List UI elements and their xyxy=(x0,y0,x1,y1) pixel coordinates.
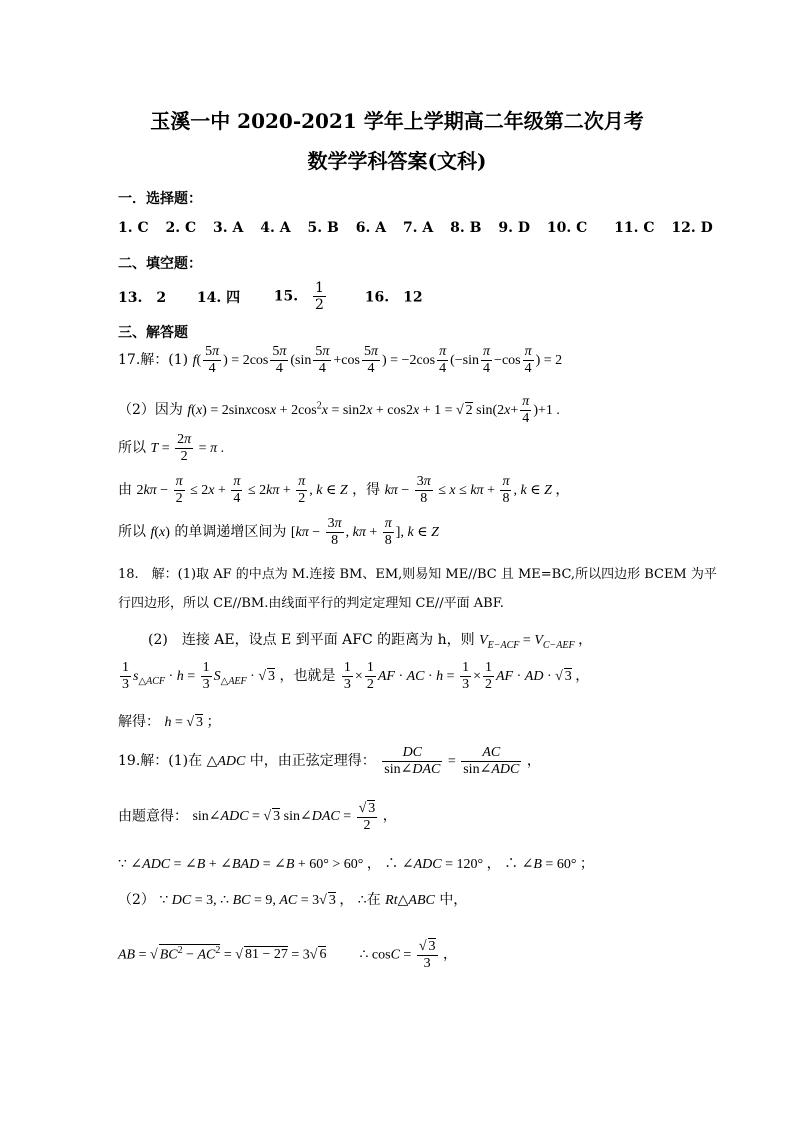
p18-line4 xyxy=(118,660,589,693)
exam-title: 玉溪一中 2020-2021 学年上学期高二年级第二次月考 xyxy=(150,109,644,133)
p19-formula-2: sin∠ADC = √ 3 sin∠DAC = $\frac{√ 3}{2}$ ， xyxy=(192,801,397,834)
p19-in: ∴在 xyxy=(357,892,381,908)
choice-answer: 10. C xyxy=(546,220,588,236)
fraction-denominator: 2 xyxy=(314,297,324,314)
section-fill-heading: 二、填空题： xyxy=(118,256,202,272)
choice-answer: 5. B xyxy=(307,220,339,236)
p19-triangle-abc: Rt△ABC xyxy=(385,893,435,908)
p17-formula-4b: kπ − $\frac{3\pi}{8}$ ≤ x ≤ kπ + $\frac{\pi}{8}$ , k ∈ Z ， xyxy=(384,474,570,507)
p19-formula-1: $\frac{DC}{\text{sin∠DAC}}$ = $\frac{AC}{\text{sin∠ADC}}$ ， xyxy=(384,745,541,778)
p18-that-is: ，也就是 xyxy=(279,667,336,684)
p18-line1: 18. 解：(1)取 AF 的中点为 M.连接 BM、EM,则易知 ME//BC 且 ME=BC,所以四边形 BCEM 为平 xyxy=(118,567,717,582)
p19-line4 xyxy=(118,889,467,909)
p17-so: 所以 xyxy=(118,523,146,540)
p19-line1 xyxy=(118,745,541,778)
p19-sine-law-text: 中，由正弦定理得： xyxy=(249,752,376,769)
p17-from: 由 xyxy=(118,481,132,498)
p17-line3 xyxy=(118,432,224,465)
p18-line5 xyxy=(118,711,221,731)
choice-answer: 11. C xyxy=(614,220,655,236)
p17-line2 xyxy=(118,394,560,427)
fill-answer-15-label: 15. xyxy=(273,288,299,305)
p19-line3: ∵ ∠ADC = ∠B + ∠BAD = ∠B + 60° > 60° ， ∴ ∠ADC = 120° ， ∴ ∠B = 60° ； xyxy=(118,857,594,872)
p19-part2-label: （2） xyxy=(118,892,155,908)
p19-formula-4: ∵ DC = 3, ∴ BC = 9, AC = 3√ 3 ， xyxy=(159,893,354,908)
choice-answer: 8. B xyxy=(450,220,482,236)
p17-get: ，得 xyxy=(352,481,381,498)
p19-label: 19.解：(1)在 xyxy=(118,752,203,769)
choice-answer: 9. D xyxy=(498,220,531,236)
p17-formula-4a: 2kπ − $\frac{\pi}{2}$ ≤ 2x + $\frac{\pi}{4}$ ≤ 2kπ + $\frac{\pi}{2}$ , k ∈ Z xyxy=(136,474,348,507)
p19-triangle-adc: △ADC xyxy=(206,753,246,769)
fill-answer-16: 16. 12 xyxy=(364,289,423,306)
p17-formula-3: T = $\frac{2\pi}{2}$ = π . xyxy=(150,432,225,465)
choice-answers-row xyxy=(118,220,725,236)
p17-formula-2: f(x) = 2sinxcosx + $2\cos^2x = \sin 2x + \cos 2x + 1$ = √ 2 sin(2x+ $\frac{\pi}{4}$ )+1 . xyxy=(187,394,560,427)
choice-answer: 7. A xyxy=(402,220,434,236)
p18-formula-volume: $V_{E-ACF} = V_{C-AEF}$ ， xyxy=(479,633,593,651)
answer-subtitle: 数学学科答案(文科) xyxy=(307,149,487,173)
p17-part2-label: （2）因为 xyxy=(118,401,183,418)
p17-line5 xyxy=(118,516,439,549)
p19-line2 xyxy=(118,800,397,834)
p17-label: 17.解：(1) xyxy=(118,351,189,368)
fill-answer-13: 13. 2 xyxy=(118,289,167,306)
section-solution-heading: 三、解答题 xyxy=(118,325,188,341)
p17-formula-1: f( $\frac{5\pi}{4}$ ) = 2cos $\frac{5\pi}{4}$ (sin $\frac{5\pi}{4}$ +cos $\frac{5\pi}{4}$ ) = −2cos $\frac{\pi}{4}$ (−sin $\frac{\pi}{4}$ −cos $\frac{\pi}{4}$ ) = 2 xyxy=(192,344,563,377)
p19-given: 由题意得： xyxy=(118,808,188,825)
p17-formula-5: [kπ − $\frac{3\pi}{8}$ , kπ + $\frac{\pi}{8}$ ], k ∈ Z xyxy=(290,516,439,549)
p18-line3 xyxy=(148,629,592,651)
choice-answer: 3. A xyxy=(213,220,244,236)
p19-line5: AB = √ $BC^2 - AC^2$ = √ 81 − 27 = 3√ 6 ∴ cosC = $\frac{√ 3}{3}$ ， xyxy=(118,939,457,972)
choice-answer: 6. A xyxy=(355,220,387,236)
fill-answer-15-fraction xyxy=(313,280,326,313)
p17-interval-text: 的单调递增区间为 xyxy=(174,523,287,540)
choice-answer: 12. D xyxy=(671,220,713,236)
p17-therefore: 所以 xyxy=(118,439,146,456)
choice-answer: 4. A xyxy=(260,220,291,236)
p18-part2-text: (2) 连接 AE，设点 E 到平面 AFC 的距离为 h，则 xyxy=(148,632,475,648)
choice-answer: 2. C xyxy=(165,220,197,236)
p19-in-end: 中， xyxy=(439,892,468,908)
p18-formula-4b: $\frac{1}{3}$ × $\frac{1}{2}$ AF · AC · h = $\frac{1}{3}$ × $\frac{1}{2}$ AF · AD · √ 3 ， xyxy=(343,660,590,693)
fraction-numerator: 1 xyxy=(314,280,324,296)
choice-answer: 1. C xyxy=(118,220,149,236)
section-choice-heading: 一．选择题： xyxy=(118,191,202,207)
fill-answer-14: 14. 四 xyxy=(196,289,241,306)
p17-line4 xyxy=(118,474,569,507)
p17-line1 xyxy=(118,344,562,377)
fill-answers-row xyxy=(118,280,423,313)
p17-fx: f(x) xyxy=(150,524,170,540)
p18-formula-4a: $\frac{1}{3}$ $s_{\triangle ACF} \cdot h$ = $\frac{1}{3}$ $S_{\triangle AEF}$ · √ 3 xyxy=(122,660,276,693)
p18-formula-5: h = √ 3 ； xyxy=(164,715,221,730)
p18-line2: 行四边形，所以 CE//BM.由线面平行的判定定理知 CE//平面 ABF. xyxy=(118,596,504,611)
p18-solve: 解得： xyxy=(118,714,160,730)
